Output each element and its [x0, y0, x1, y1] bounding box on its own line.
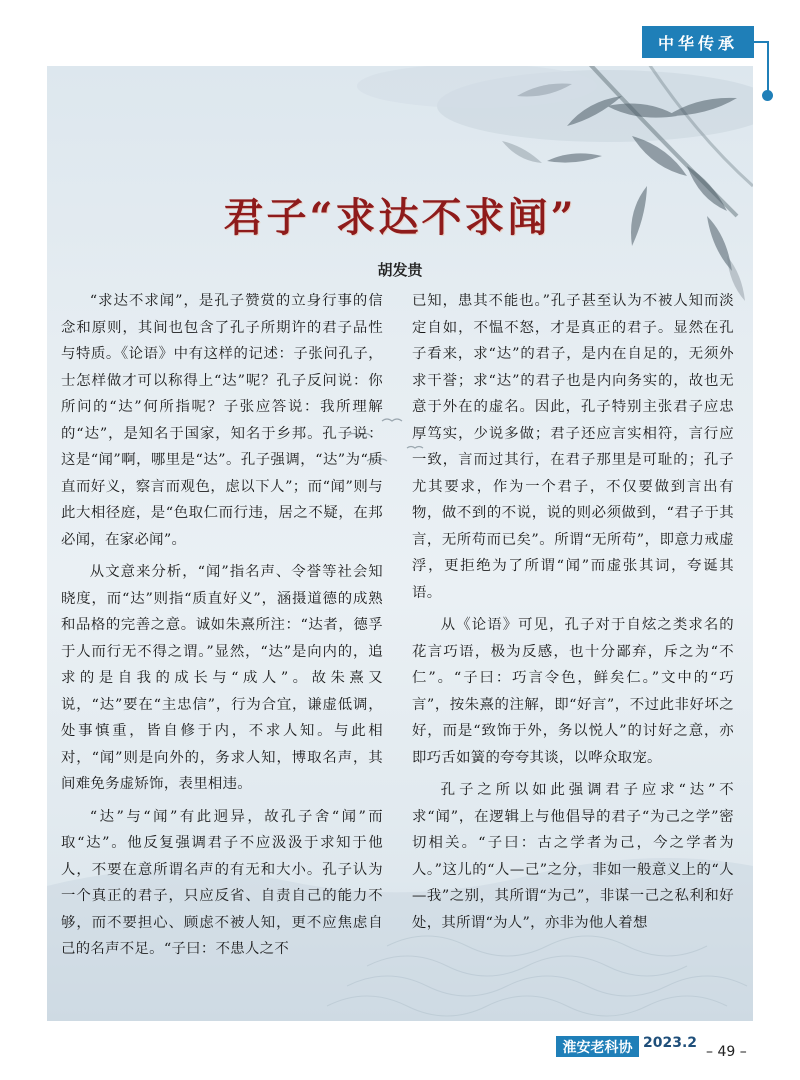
- paragraph: “达”与“闻”有此迥异，故孔子舍“闻”而取“达”。他反复强调君子不应汲汲于求知于他人，不要在意所谓名声的有无和大小。孔子认为一个真正的君子，只应反省、自责自己的能力不够，而不要担心、顾虑不被人知，更不应焦虑自己的名声不足。“子曰：不患人之不: [61, 808, 383, 957]
- issue-number: 2023.2: [643, 1035, 698, 1051]
- section-tag: 中华传承: [642, 26, 754, 58]
- header-rule-vertical: [767, 42, 769, 94]
- paragraph: 从文意来分析，“闻”指名声、令誉等社会知晓度，而“达”则指“质直好义”，涵摄道德的成熟和品格的完善之意。诚如朱熹所注：“达者，德孚于人而行无不得之谓。”显然，“达”是向内的，追求的是自我的成长与“成人”。故朱熹又说，“达”要在“主忠信”，行为合宜，谦虚低调，处事慎重，皆自修于内，不求人知。与此相对，“闻”则是向外的，务求人知，博取名声，其间难免务虚矫饰，表里相违。: [61, 564, 383, 792]
- paragraph: 从《论语》可见，孔子对于自炫之类求名的花言巧语，极为反感，也十分鄙弃，斥之为“不仁”。“子曰：巧言令色，鲜矣仁。”文中的“巧言”，按朱熹的注解，即“好言”，不过此非好坏之好，而是“致饰于外，务以悦人”的讨好之意，亦即巧舌如簧的夸夸其谈，以哗众取宠。: [412, 617, 734, 766]
- article-column-left: [61, 288, 383, 969]
- paragraph: “求达不求闻”，是孔子赞赏的立身行事的信念和原则，其间也包含了孔子所期许的君子品性与特质。《论语》中有这样的记述：子张问孔子，士怎样做才可以称得上“达”呢？孔子反问说：你所问的“达”何所指呢？子张应答说：我所理解的“达”，是知名于国家，知名于乡邦。孔子说：这是“闻”啊，哪里是“达”。孔子强调，“达”为“质直而好义，察言而观色，虑以下人”；而“闻”则与此大相径庭，是“色取仁而行违，居之不疑，在邦必闻，在家必闻”。: [61, 293, 383, 548]
- header-dot: [762, 90, 773, 101]
- paragraph: 孔子之所以如此强调君子应求“达”不求“闻”，在逻辑上与他倡导的君子“为己之学”密切相关。“子曰：古之学者为己，今之学者为人。”这儿的“人—己”之分，非如一般意义上的“人—我”之别，其所谓“为己”，非谋一己之私利和好处，其所谓“为人”，亦非为他人着想: [412, 782, 734, 931]
- page-number: – 49 –: [706, 1044, 747, 1060]
- article-column-right: [412, 288, 734, 942]
- paragraph: 已知，患其不能也。”孔子甚至认为不被人知而淡定自如，不愠不怒，才是真正的君子。显然在孔子看来，求“达”的君子，是内在自足的，无须外求干誉；求“达”的君子也是内向务实的，故也无意于外在的虚名。因此，孔子特别主张君子应忠厚笃实，少说多做；君子还应言实相符，言行应一致，言而过其行，在君子那里是可耻的；孔子尤其要求，作为一个君子，不仅要做到言出有物，做不到的不说，说的则必须做到，“君子于其言，无所苟而已矣”。所谓“无所苟”，即意力戒虚浮，更拒绝为了所谓“闻”而虚张其词，夸诞其语。: [412, 293, 734, 601]
- article-title: 君子“求达不求闻”: [223, 194, 577, 241]
- article-author: 胡发贵: [377, 261, 423, 279]
- article-panel: [47, 66, 753, 1021]
- journal-name: 淮安老科协: [556, 1036, 639, 1057]
